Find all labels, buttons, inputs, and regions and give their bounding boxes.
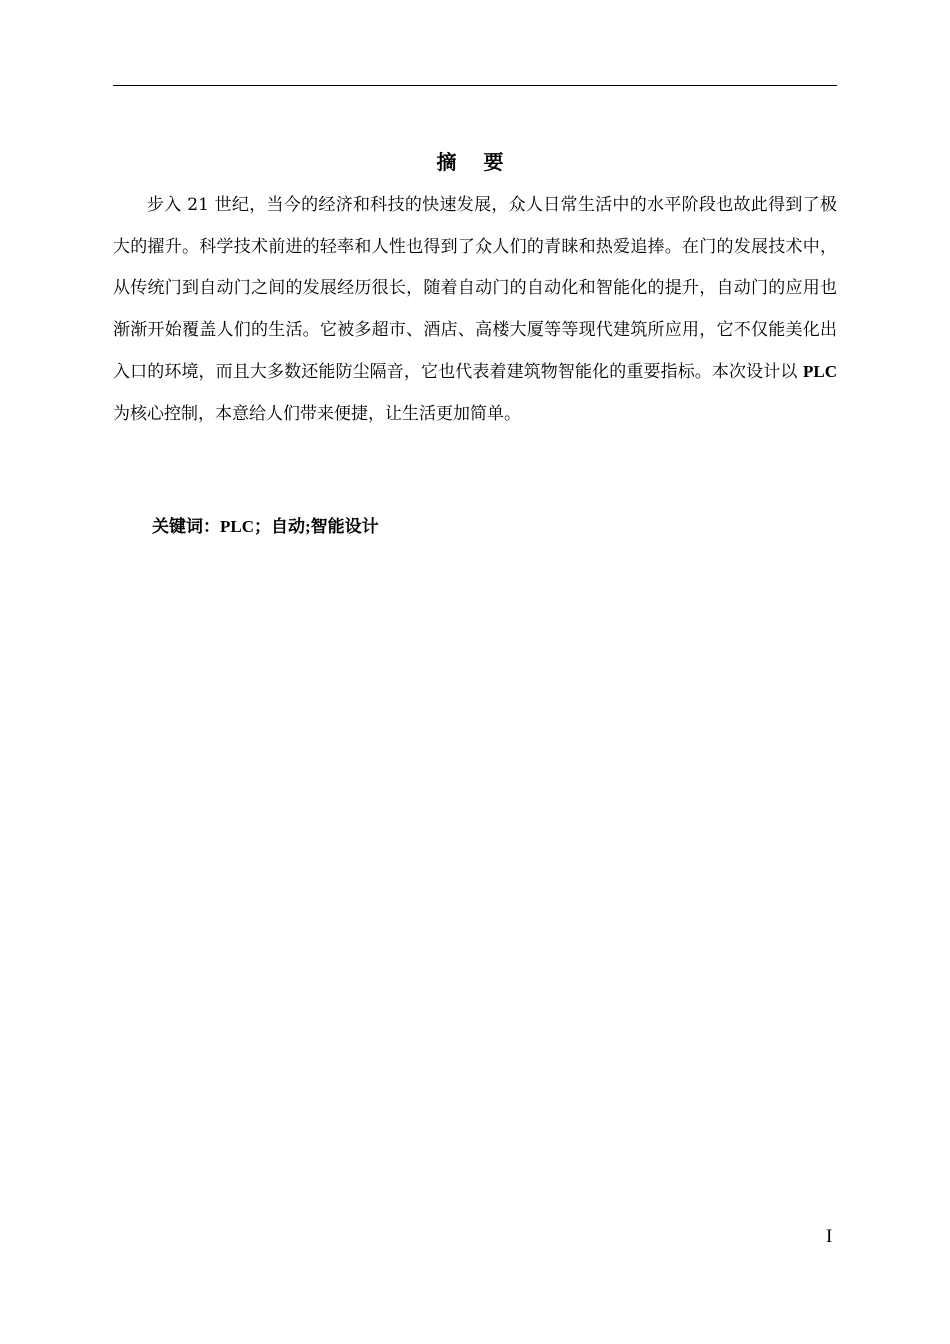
abstract-text-plc: PLC [803, 362, 837, 381]
abstract-paragraph [113, 185, 837, 435]
abstract-title: 摘 要 [436, 150, 514, 174]
page-number: I [826, 1226, 833, 1247]
keywords-value: PLC；自动;智能设计 [220, 517, 379, 536]
keywords-line [152, 513, 379, 541]
header-rule [113, 85, 837, 86]
keywords-label: 关键词： [152, 517, 220, 537]
abstract-text-part2: 为核心控制，本意给人们带来便捷，让生活更加简单。 [113, 403, 521, 424]
abstract-text-part1: 步入 21 世纪，当今的经济和科技的快速发展，众人日常生活中的水平阶段也故此得到了极大的擢升。科学技术前进的轻率和人性也得到了众人们的青睐和热爱追捧。在门的发展技术中，从传统门到自动门之间的发展经历很长，随着自动门的自动化和智能化的提升，自动门的应用也渐渐开始覆盖人们的生活。它被多超市、酒店、高楼大厦等等现代建筑所应用，它不仅能美化出入口的环境，而且大多数还能防尘隔音，它也代表着建筑物智能化的重要指标。本次设计以 [113, 195, 837, 382]
